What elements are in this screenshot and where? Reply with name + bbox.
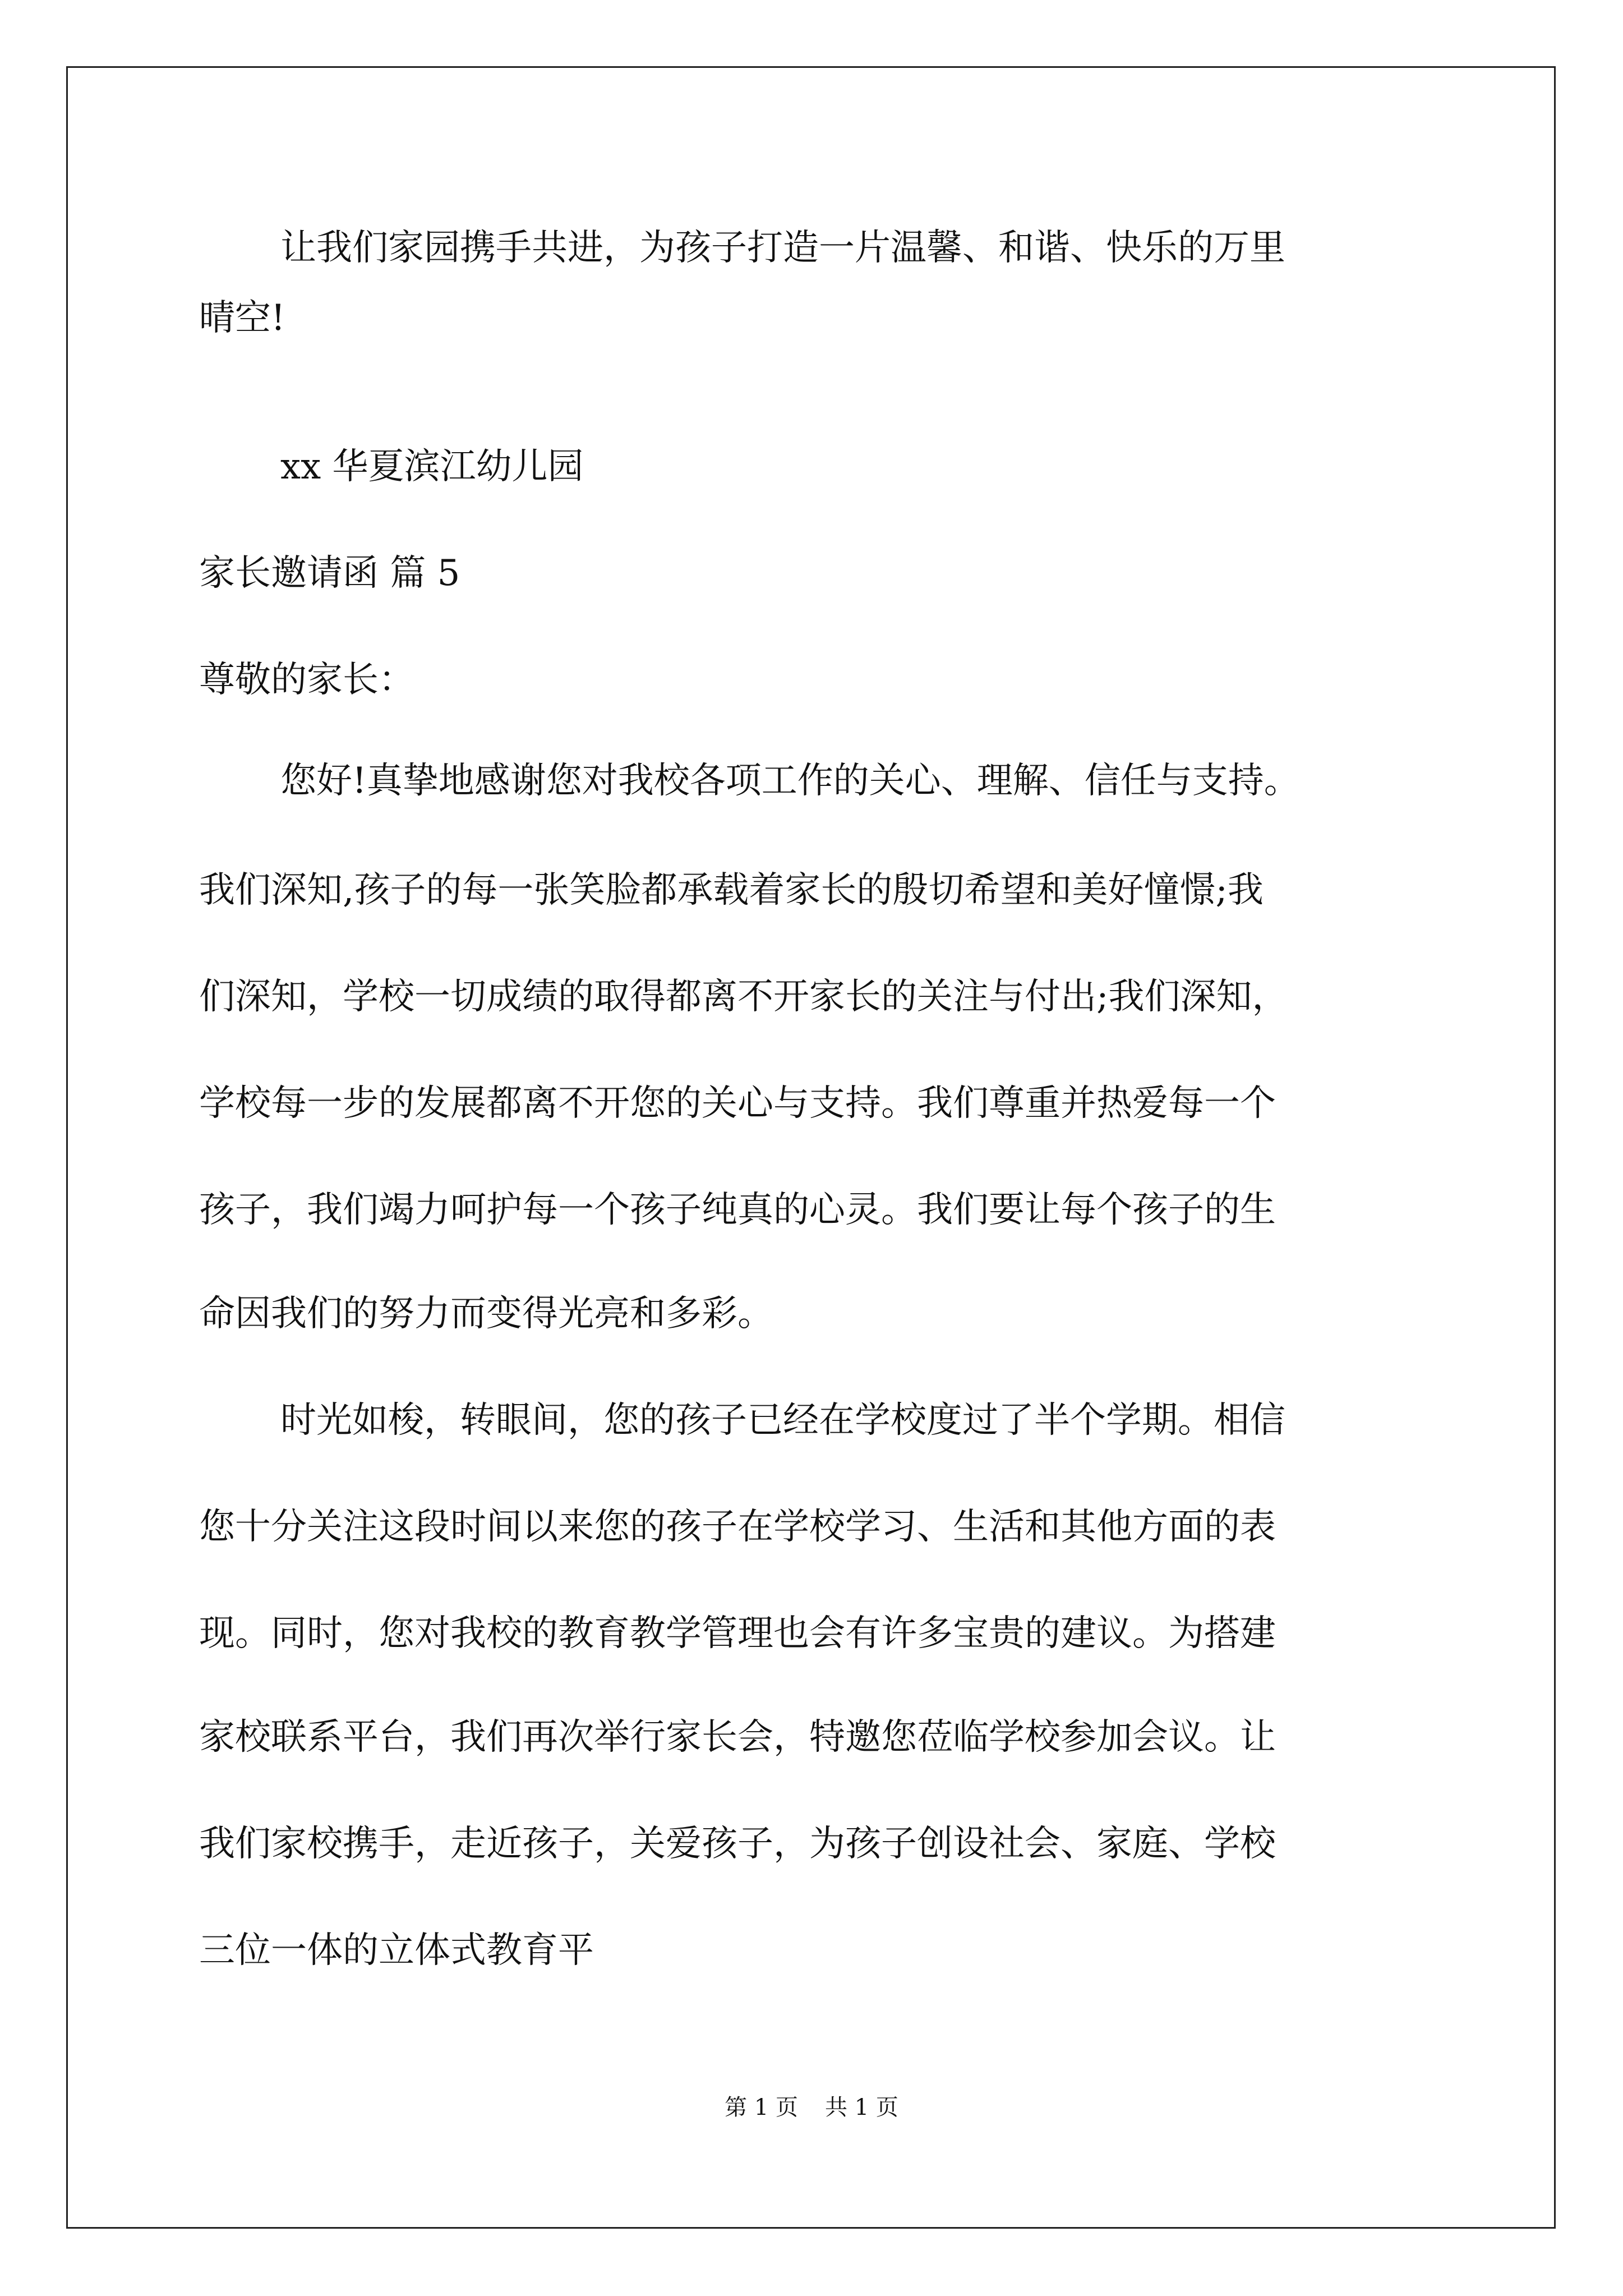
page-total: 共 1 页 xyxy=(825,2095,898,2120)
page-number: 第 1 页 xyxy=(725,2095,798,2120)
salutation: 尊敬的家长： xyxy=(199,659,414,701)
paragraph-line: 让我们家园携手共进，为孩子打造一片温馨、和谐、快乐的万里 xyxy=(280,227,1285,269)
section-heading: 家长邀请函 篇 5 xyxy=(199,553,460,594)
paragraph-line: 晴空! xyxy=(199,297,285,339)
paragraph-line: 们深知，学校一切成绩的取得都离不开家长的关注与付出;我们深知， xyxy=(199,976,1288,1018)
signature-line: xx 华夏滨江幼儿园 xyxy=(280,446,584,487)
paragraph-line: 时光如梭，转眼间，您的孩子已经在学校度过了半个学期。相信 xyxy=(280,1400,1285,1441)
paragraph-line: 您十分关注这段时间以来您的孩子在学校学习、生活和其他方面的表 xyxy=(199,1506,1276,1548)
page-footer xyxy=(0,2090,1623,2122)
paragraph-line: 我们家校携手，走近孩子，关爱孩子，为孩子创设社会、家庭、学校 xyxy=(199,1823,1276,1865)
paragraph-line: 家校联系平台，我们再次举行家长会，特邀您莅临学校参加会议。让 xyxy=(199,1717,1276,1758)
paragraph-line: 命因我们的努力而变得光亮和多彩。 xyxy=(199,1293,773,1335)
paragraph-line: 三位一体的立体式教育平 xyxy=(199,1930,594,1971)
paragraph-line: 学校每一步的发展都离不开您的关心与支持。我们尊重并热爱每一个 xyxy=(199,1083,1276,1124)
paragraph-line: 我们深知,孩子的每一张笑脸都承载着家长的殷切希望和美好憧憬;我 xyxy=(199,869,1264,911)
paragraph-line: 您好!真挚地感谢您对我校各项工作的关心、理解、信任与支持。 xyxy=(280,760,1300,802)
paragraph-line: 现。同时，您对我校的教育教学管理也会有许多宝贵的建议。为搭建 xyxy=(199,1613,1276,1654)
paragraph-line: 孩子，我们竭力呵护每一个孩子纯真的心灵。我们要让每个孩子的生 xyxy=(199,1189,1276,1231)
page-border xyxy=(66,66,1556,2229)
